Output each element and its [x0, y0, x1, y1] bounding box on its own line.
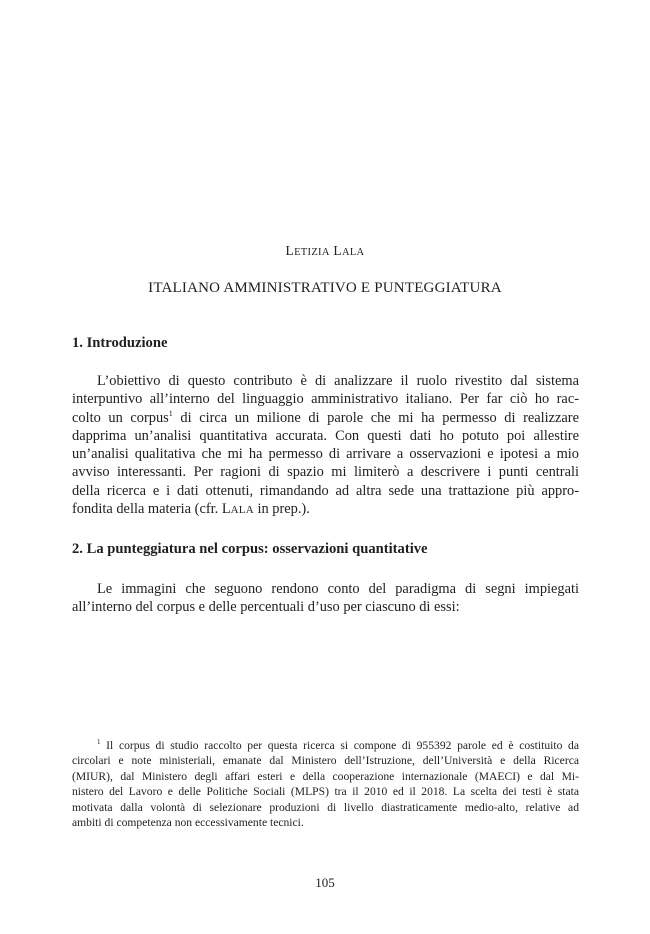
paragraph-line: colto un corpus$^1$ di circa un milione di parole che mi ha permesso di realizzare [72, 408, 579, 426]
paragraph-line: all’interno del corpus e delle percentuali d’uso per ciascuno di essi: [72, 599, 460, 616]
paragraph-line: della ricerca e i dati ottenuti, rimandando ad altra sede una trattazione più appro- [72, 482, 579, 499]
footnote-line: circolari e note ministeriali, emanate dal Ministero dell’Istruzione, dell’Università e della Ricerca [72, 754, 579, 768]
footnote-line: nistero del Lavoro e delle Politiche Sociali (MLPS) tra il 2010 ed il 2018. La scelta dei testi è stata [72, 785, 579, 799]
paragraph-introduzione [72, 372, 579, 519]
section-heading-punteggiatura: 2. La punteggiatura nel corpus: osservazioni quantitative [72, 541, 428, 557]
paragraph-line: fondita della materia (cfr. LALA in prep.). [72, 501, 310, 518]
footnote-line: motivata dalla volontà di selezionare produzioni di livello diastraticamente medio-alto, relative ad [72, 800, 579, 814]
footnote-line: ambiti di competenza non eccessivamente tecnici. [72, 816, 304, 830]
paragraph-line: dapprima un’analisi quantitativa accurata. Con questi dati ho potuto poi allestire [72, 427, 579, 444]
section-heading-introduzione: 1. Introduzione [72, 335, 168, 351]
paragraph-line: Le immagini che seguono rendono conto del paradigma di segni impiegati [97, 581, 579, 597]
page-number: 105 [315, 875, 335, 890]
footnote [72, 738, 579, 830]
paragraph-punteggiatura [72, 580, 579, 617]
footnote-reference[interactable]: 1 [168, 408, 173, 418]
paragraph-line: avviso interessanti. Per ragioni di spazio mi limiterò a descrivere i punti centrali [72, 464, 579, 481]
article-title: ITALIANO AMMINISTRATIVO E PUNTEGGIATURA [148, 280, 502, 296]
paragraph-line: interpuntivo all’interno del linguaggio amministrativo italiano. Per far ciò ho rac- [72, 391, 579, 408]
paragraph-line: un’analisi qualitativa che mi ha permesso di arrivare a osservazioni e ipotesi a mio [72, 446, 579, 463]
footnote-line: (MIUR), dal Ministero degli affari esteri e della cooperazione internazionale (MAECI) e dal Mi- [72, 769, 579, 783]
footnote-marker: 1 [97, 738, 101, 747]
footnote-line: $^1$ Il corpus di studio raccolto per questa ricerca si compone di 955392 parole ed è costituito da [97, 738, 579, 752]
paragraph-line: L’obiettivo di questo contributo è di analizzare il ruolo rivestito dal sistema [97, 373, 579, 389]
author-name: LETIZIA LALA [285, 243, 365, 258]
